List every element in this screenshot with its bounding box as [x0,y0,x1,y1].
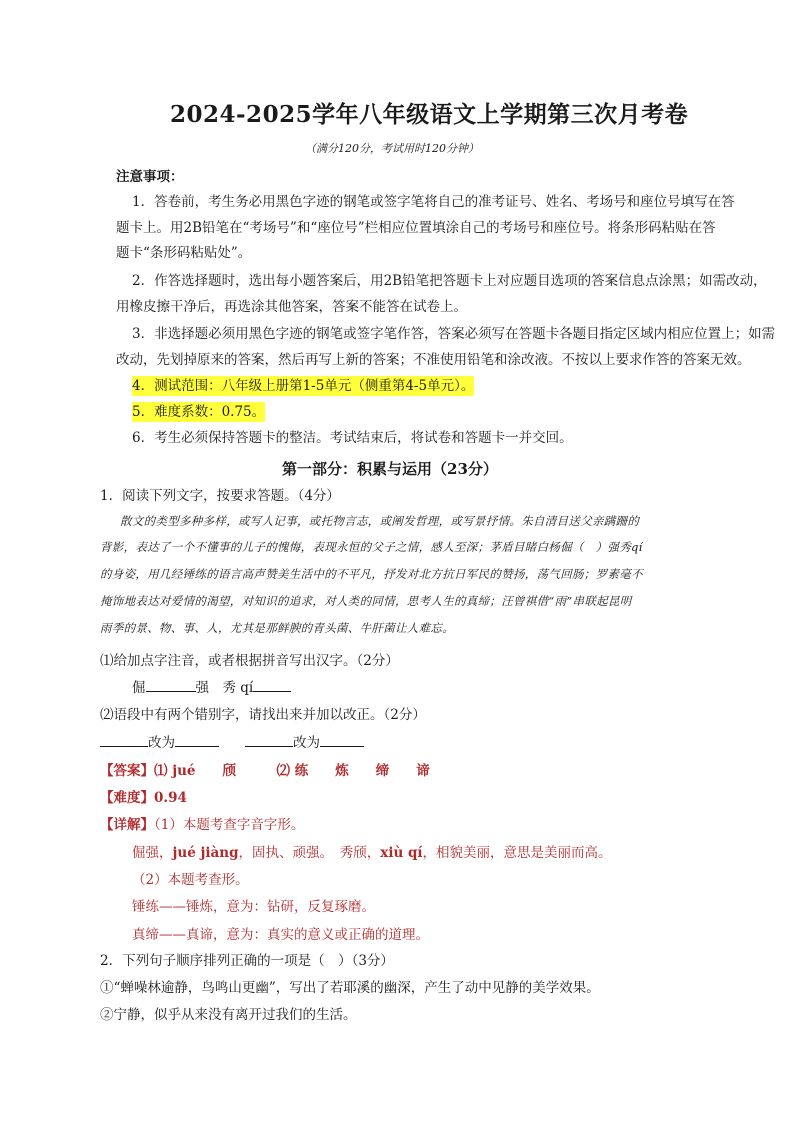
detail-2a: 倔强， [132,845,173,861]
q1-sub1-blanks [132,678,291,698]
sub2-mid-1: 改为 [148,735,175,751]
difficulty-label: 【难度】 [100,790,154,806]
notice-5-highlighted: 5．难度系数：0.75。 [132,404,266,420]
q2-stem: 2．下列句子顺序排列正确的一项是（ ）（3分） [100,953,394,969]
q1-passage-line-5: 雨季的景、物、事、人，尤其是那鲜腴的青头菌、牛肝菌让人难忘。 [100,621,454,635]
q1-difficulty [100,788,187,808]
q1-passage-line-1: 散文的类型多种多样，或写人记事，或托物言志，或阐发哲理，或写景抒情。朱自清目送父亲蹒跚的 [120,514,640,528]
section-heading: 第一部分：积累与运用（23分） [282,460,498,478]
q1-stem: 1．阅读下列文字，按要求答题。（4分） [100,488,340,504]
notice-2-line-1: 2．作答选择题时，选出每小题答案后，用2B铅笔把答题卡上对应题目选项的答案信息点涂黑；如需改动， [132,273,767,289]
sub1-blank-2[interactable] [253,678,291,692]
q2-sentence-1: ①“蝉噪林逾静，鸟鸣山更幽”，写出了若耶溪的幽深，产生了动中见静的美学效果。 [100,980,600,996]
notice-4-highlighted: 4．测试范围：八年级上册第1-5单元（侧重第4-5单元）。 [132,378,475,394]
notice-3-line-1: 3．非选择题必须用黑色字迹的钢笔或签字笔作答，答案必须写在答题卡各题目指定区域内相应位置上；如需 [132,326,776,342]
difficulty-value: 0.94 [154,790,187,806]
q1-detail-2 [132,843,612,863]
notice-3-line-2: 改动，先划掉原来的答案，然后再写上新的答案；不准使用铅笔和涂改液。不按以上要求作答的答案无效。 [116,352,751,368]
sub2-blank-1[interactable] [100,733,148,747]
q1-sub2: ⑵语段中有两个错别字，请找出来并加以改正。（2分） [100,707,426,723]
q1-detail-1 [100,815,304,835]
q1-detail-4: 锤练——锤炼，意为：钻研，反复琢磨。 [132,899,375,915]
notice-heading: 注意事项： [116,169,184,185]
q1-detail-5: 真缔——真谛，意为：真实的意义或正确的道理。 [132,927,429,943]
sub1-blank-1[interactable] [146,678,196,692]
q1-sub2-blanks [100,733,364,753]
page-title: 2024-2025学年八年级语文上学期第三次月考卷 [170,101,689,128]
detail-2d-pinyin: xiù qí [380,845,423,861]
q1-detail-3: （2）本题考查形。 [132,872,249,888]
notice-1-line-2: 题卡上。用2B铅笔在“考场号”和“座位号”栏相应位置填涂自己的考场号和座位号。将条形码粘贴在答 [116,220,716,236]
notice-6: 6．考生必须保持答题卡的整洁。考试结束后，将试卷和答题卡一并交回。 [132,430,573,446]
sub1-char-jue: 倔 [132,680,146,696]
q1-passage-line-4: 掩饰地表达对爱情的渴望，对知识的追求，对人类的同情，思考人生的真缔；汪曾祺借“雨”串联起昆明 [100,594,632,608]
notice-2-line-2: 用橡皮擦干净后，再选涂其他答案，答案不能答在试卷上。 [116,299,467,315]
q1-passage-line-3: 的身姿，用几经锤练的语言高声赞美生活中的不平凡，抒发对北方抗日军民的赞扬，荡气回肠；罗素毫不 [100,567,643,581]
notice-1-line-3: 题卡“条形码粘贴处”。 [116,245,252,261]
q1-passage-line-2: 背影，表达了一个不懂事的儿子的愧悔，表现永恒的父子之情，感人至深；茅盾目睹白杨倔（ ）强秀qí [100,540,643,554]
detail-line-1: （1）本题考查字音字形。 [154,817,305,833]
q1-answer [100,761,430,781]
sub2-mid-2: 改为 [293,735,320,751]
answer-label: 【答案】 [100,763,154,779]
detail-2b-pinyin: jué jiàng [172,845,239,861]
answer-text: ⑴ jué 颀 ⑵ 练 炼 缔 谛 [154,763,430,779]
q2-sentence-2: ②宁静，似乎从来没有离开过我们的生活。 [100,1007,357,1023]
detail-2e: ，相貌美丽，意思是美丽而高。 [422,845,612,861]
sub2-blank-4[interactable] [320,733,364,747]
detail-label: 【详解】 [100,817,154,833]
page-subtitle: （满分120分，考试用时120分钟） [305,142,479,155]
detail-2c: ，固执、顽强。 秀颀， [238,845,381,861]
sub2-blank-3[interactable] [245,733,293,747]
sub1-char-rest: 强 秀 qí [195,680,254,696]
notice-1-line-1: 1．答卷前，考生务必用黑色字迹的钢笔或签字笔将自己的准考证号、姓名、考场号和座位号填写在答 [132,194,735,210]
q1-sub1: ⑴给加点字注音，或者根据拼音写出汉字。（2分） [100,653,399,669]
sub2-blank-2[interactable] [175,733,219,747]
